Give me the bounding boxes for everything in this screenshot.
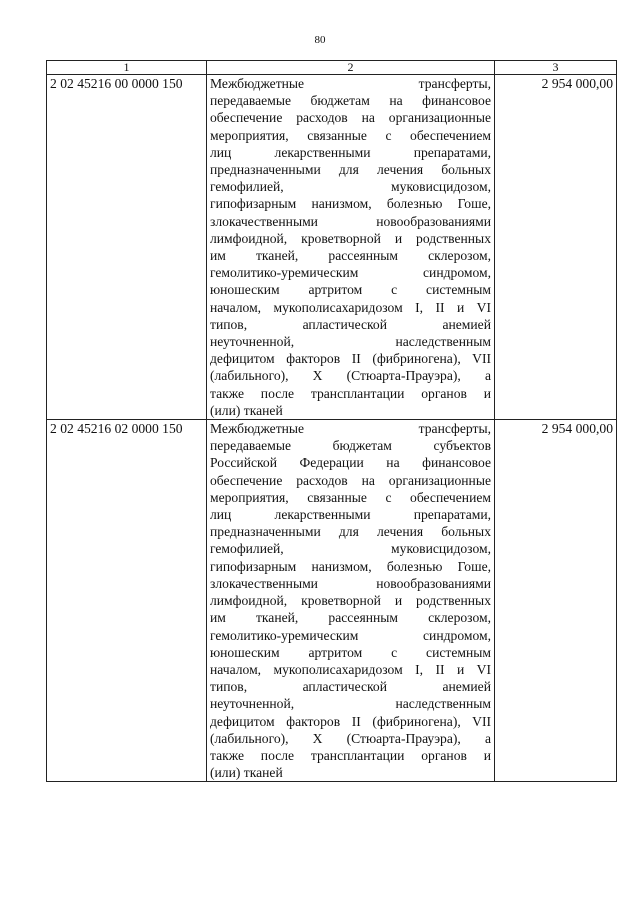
- description-line: (лабильного), X (Стюарта-Прауэра), а: [210, 368, 491, 384]
- description-cell: [207, 420, 495, 782]
- description-line: Межбюджетные трансферты,: [210, 421, 491, 437]
- description-line: (или) тканей: [210, 402, 283, 418]
- description-line: гемолитико-уремическим синдромом,: [210, 627, 491, 643]
- description-line: злокачественными новообразованиями: [210, 213, 491, 229]
- description-line: юношеским артритом с системным: [210, 282, 491, 298]
- description-line: дефицитом факторов II (фибриногена), VII: [210, 713, 491, 729]
- description-line: Межбюджетные трансферты,: [210, 76, 491, 91]
- description-line: лиц лекарственными препаратами,: [210, 507, 491, 523]
- description-line: им тканей, рассеянным склерозом,: [210, 248, 491, 264]
- description-line: типов, апластической анемией: [210, 679, 491, 695]
- description-line: неуточненной, наследственным: [210, 696, 491, 712]
- description-line: началом, мукополисахаридозом I, II и VI: [210, 661, 491, 677]
- description-line: юношеским артритом с системным: [210, 644, 491, 660]
- table-row: [47, 420, 617, 782]
- description-line: лимфоидной, кроветворной и родственных: [210, 593, 491, 609]
- description-line: неуточненной, наследственным: [210, 334, 491, 350]
- table-body: [47, 75, 617, 782]
- column-header-description: 2: [207, 61, 495, 75]
- description-line: обеспечение расходов на организационные: [210, 110, 491, 126]
- description-line: дефицитом факторов II (фибриногена), VII: [210, 351, 491, 367]
- description-line: предназначенными для лечения больных: [210, 524, 491, 540]
- description-line: (или) тканей: [210, 765, 283, 781]
- description-line: гемофилией, муковисцидозом,: [210, 179, 491, 195]
- description-line: предназначенными для лечения больных: [210, 162, 491, 178]
- amount-cell: 2 954 000,00: [495, 420, 617, 782]
- description-cell: [207, 75, 495, 420]
- description-line: передаваемые бюджетам субъектов: [210, 438, 491, 454]
- description-line: передаваемые бюджетам на финансовое: [210, 93, 491, 109]
- description-line: Российской Федерации на финансовое: [210, 455, 491, 471]
- description-line: типов, апластической анемией: [210, 316, 491, 332]
- description-line: злокачественными новообразованиями: [210, 575, 491, 591]
- table-header-row: [47, 61, 617, 75]
- description-line: (лабильного), X (Стюарта-Прауэра), а: [210, 730, 491, 746]
- budget-code-cell: 2 02 45216 00 0000 150: [47, 75, 207, 420]
- column-header-code: 1: [47, 61, 207, 75]
- amount-cell: 2 954 000,00: [495, 75, 617, 420]
- description-line: им тканей, рассеянным склерозом,: [210, 610, 491, 626]
- description-line: гипофизарным нанизмом, болезнью Гоше,: [210, 196, 491, 212]
- description-line: гемофилией, муковисцидозом,: [210, 541, 491, 557]
- description-line: гемолитико-уремическим синдромом,: [210, 265, 491, 281]
- description-line: мероприятия, связанные с обеспечением: [210, 127, 491, 143]
- description-line: мероприятия, связанные с обеспечением: [210, 489, 491, 505]
- description-line: лимфоидной, кроветворной и родственных: [210, 230, 491, 246]
- description-line: лиц лекарственными препаратами,: [210, 144, 491, 160]
- page-number: 80: [314, 34, 326, 46]
- description-line: также после трансплантации органов и: [210, 385, 491, 401]
- budget-table: [46, 60, 617, 782]
- budget-code-cell: 2 02 45216 02 0000 150: [47, 420, 207, 782]
- column-header-amount: 3: [495, 61, 617, 75]
- description-line: также после трансплантации органов и: [210, 747, 491, 763]
- description-line: гипофизарным нанизмом, болезнью Гоше,: [210, 558, 491, 574]
- table-row: [47, 75, 617, 420]
- description-line: обеспечение расходов на организационные: [210, 472, 491, 488]
- description-line: началом, мукополисахаридозом I, II и VI: [210, 299, 491, 315]
